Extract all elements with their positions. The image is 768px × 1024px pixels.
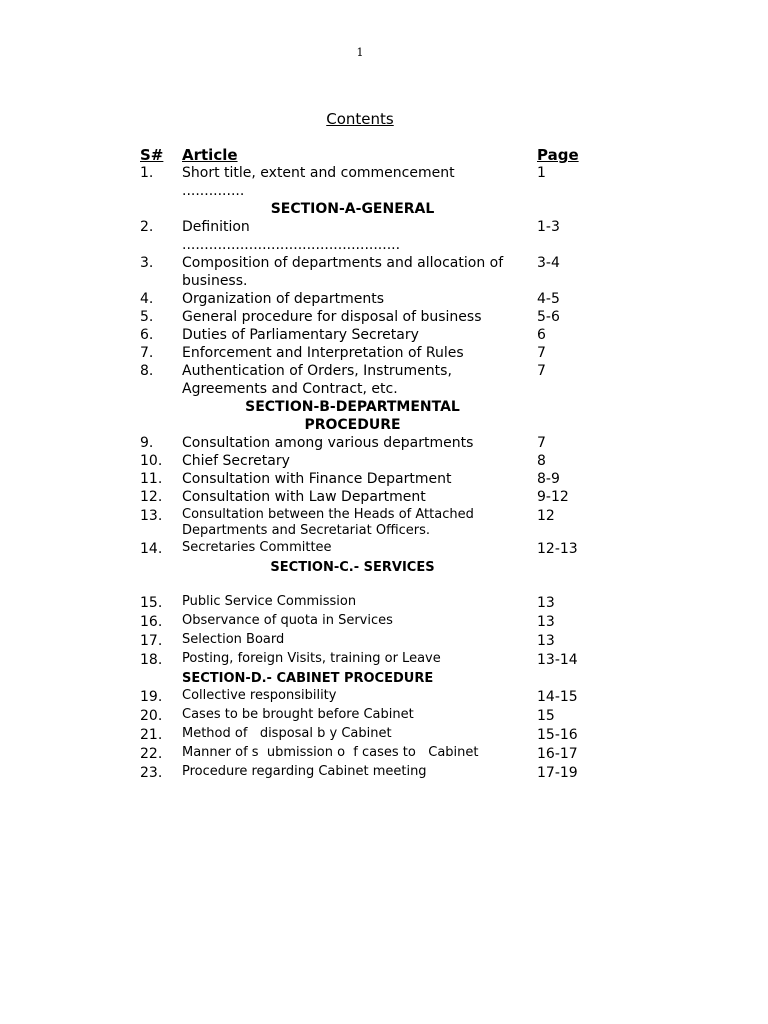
section-heading-b: SECTION-B-DEPARTMENTAL PROCEDURE xyxy=(245,399,460,433)
row-page: 1 xyxy=(537,165,546,181)
toc-row xyxy=(140,745,600,763)
row-page: 17-19 xyxy=(537,765,578,781)
row-number: 3. xyxy=(140,255,154,271)
toc-row xyxy=(140,651,600,669)
toc-row xyxy=(140,362,600,398)
row-number: 23. xyxy=(140,765,163,781)
row-page: 12 xyxy=(537,508,555,524)
toc-row xyxy=(140,507,600,539)
row-article: Consultation among various departments xyxy=(182,435,474,451)
toc-row xyxy=(140,308,600,326)
row-number: 14. xyxy=(140,541,163,557)
header-article: Article xyxy=(182,146,238,164)
toc-row xyxy=(140,290,600,308)
row-number: 13. xyxy=(140,508,163,524)
toc-row xyxy=(140,594,600,612)
row-page: 8 xyxy=(537,453,546,469)
row-number: 4. xyxy=(140,291,154,307)
toc-row xyxy=(140,254,600,290)
row-dot-leader: ................................................. xyxy=(182,237,401,253)
row-article: Composition of departments and allocation of business. xyxy=(182,255,504,289)
row-number: 19. xyxy=(140,689,163,705)
row-number: 16. xyxy=(140,614,163,630)
toc-row xyxy=(140,707,600,725)
section-heading-d: SECTION-D.- CABINET PROCEDURE xyxy=(182,671,434,686)
row-page: 16-17 xyxy=(537,746,578,762)
toc-row xyxy=(140,632,600,650)
row-page: 1-3 xyxy=(537,219,560,235)
row-article: Cases to be brought before Cabinet xyxy=(182,707,414,722)
header-page: Page xyxy=(537,146,579,164)
row-page: 15-16 xyxy=(537,727,578,743)
row-number: 17. xyxy=(140,633,163,649)
row-page: 7 xyxy=(537,345,546,361)
row-page: 7 xyxy=(537,435,546,451)
toc-row xyxy=(140,164,600,200)
row-number: 6. xyxy=(140,327,154,343)
row-number: 9. xyxy=(140,435,154,451)
toc-header-row xyxy=(140,146,600,164)
row-number: 10. xyxy=(140,453,163,469)
row-article: Organization of departments xyxy=(182,291,385,307)
row-number: 7. xyxy=(140,345,154,361)
row-article: Collective responsibility xyxy=(182,688,337,703)
toc-row xyxy=(140,434,600,452)
toc-row xyxy=(140,613,600,631)
toc-row xyxy=(140,688,600,706)
toc-row xyxy=(140,488,600,506)
row-article: Selection Board xyxy=(182,632,285,647)
row-article: Public Service Commission xyxy=(182,594,357,609)
row-article xyxy=(182,218,537,254)
row-page: 4-5 xyxy=(537,291,560,307)
row-article: Consultation with Law Department xyxy=(182,489,426,505)
row-article: Consultation between the Heads of Attached Departments and Secretariat Officers. xyxy=(182,507,474,538)
row-page: 14-15 xyxy=(537,689,578,705)
row-page: 6 xyxy=(537,327,546,343)
table-of-contents xyxy=(140,146,600,783)
row-article xyxy=(182,164,537,200)
row-number: 12. xyxy=(140,489,163,505)
row-number: 8. xyxy=(140,363,154,379)
row-page: 3-4 xyxy=(537,255,560,271)
row-article-text: Definition xyxy=(182,219,250,235)
row-dot-leader: .............. xyxy=(182,183,245,199)
row-article: Chief Secretary xyxy=(182,453,290,469)
row-number: 15. xyxy=(140,595,163,611)
row-number: 2. xyxy=(140,219,154,235)
toc-row xyxy=(140,344,600,362)
row-page: 13-14 xyxy=(537,652,578,668)
toc-row xyxy=(140,218,600,254)
row-article: Authentication of Orders, Instruments, Agreements and Contract, etc. xyxy=(182,363,452,397)
toc-row xyxy=(140,764,600,782)
page-number: 1 xyxy=(356,46,364,59)
toc-row xyxy=(140,326,600,344)
header-serial: S# xyxy=(140,146,164,164)
row-number: 22. xyxy=(140,746,163,762)
row-page: 9-12 xyxy=(537,489,569,505)
row-article: Posting, foreign Visits, training or Leave xyxy=(182,651,441,666)
row-article: Duties of Parliamentary Secretary xyxy=(182,327,419,343)
section-heading-c: SECTION-C.- SERVICES xyxy=(270,560,435,575)
row-article: Consultation with Finance Department xyxy=(182,471,452,487)
row-page: 15 xyxy=(537,708,555,724)
row-page: 13 xyxy=(537,614,555,630)
row-page: 12-13 xyxy=(537,541,578,557)
spacer xyxy=(140,576,600,593)
row-number: 20. xyxy=(140,708,163,724)
row-article: Method of disposal b y Cabinet xyxy=(182,726,392,741)
row-article: Observance of quota in Services xyxy=(182,613,393,628)
toc-row xyxy=(140,540,600,558)
row-number: 18. xyxy=(140,652,163,668)
row-article: Procedure regarding Cabinet meeting xyxy=(182,764,427,779)
row-page: 5-6 xyxy=(537,309,560,325)
row-number: 1. xyxy=(140,165,154,181)
row-number: 21. xyxy=(140,727,163,743)
contents-title: Contents xyxy=(326,110,394,128)
row-page: 8-9 xyxy=(537,471,560,487)
row-page: 13 xyxy=(537,595,555,611)
toc-row xyxy=(140,726,600,744)
section-heading-a: SECTION-A-GENERAL xyxy=(270,201,435,217)
toc-row xyxy=(140,452,600,470)
row-number: 11. xyxy=(140,471,163,487)
row-article: General procedure for disposal of business xyxy=(182,309,482,325)
row-article-text: Short title, extent and commencement xyxy=(182,165,455,181)
row-article: Secretaries Committee xyxy=(182,540,332,555)
row-page: 7 xyxy=(537,363,546,379)
toc-row xyxy=(140,470,600,488)
row-article: Enforcement and Interpretation of Rules xyxy=(182,345,464,361)
row-page: 13 xyxy=(537,633,555,649)
row-article: Manner of s ubmission o f cases to Cabinet xyxy=(182,745,479,760)
row-number: 5. xyxy=(140,309,154,325)
